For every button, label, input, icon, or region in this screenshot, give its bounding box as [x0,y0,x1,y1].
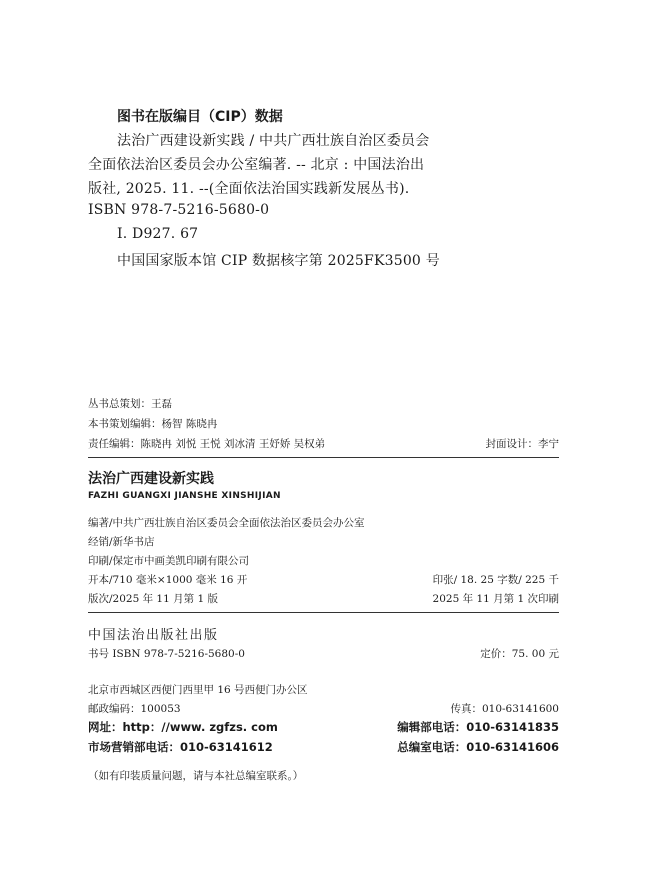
sheets-words: 印张/ 18. 25 字数/ 225 千 [432,574,559,586]
divider [88,457,559,458]
planning-editors: 本书策划编辑：杨智 陈晓冉 [88,418,218,430]
cip-heading: 图书在版编目（CIP）数据 [117,109,283,125]
distributor: 经销/新华书店 [88,536,155,548]
cip-line-6: 中国国家版本馆 CIP 数据核字第 2025FK3500 号 [117,253,440,269]
book-title: 法治广西建设新实践 [88,471,214,487]
website: 网址：http：//www. zgfzs. com [88,720,278,734]
printing: 2025 年 11 月第 1 次印刷 [432,593,559,605]
publisher-name: 中国法治出版社出版 [88,628,219,643]
price: 定价：75. 00 元 [480,648,559,660]
edition: 版次/2025 年 11 月第 1 版 [88,593,218,605]
responsible-editors: 责任编辑：陈晓冉 刘悦 王悦 刘冰清 王妤娇 吴权弟 [88,438,326,450]
cover-design: 封面设计：李宁 [485,438,559,450]
cip-line-2: 全面依法治区委员会办公室编著. -- 北京 : 中国法治出 [88,157,425,173]
cip-line-1: 法治广西建设新实践 / 中共广西壮族自治区委员会 [117,133,430,149]
book-pinyin-title: FAZHI GUANGXI JIANSHE XINSHIJIAN [88,491,281,501]
cip-line-4: ISBN 978-7-5216-5680-0 [88,202,270,218]
series-planner: 丛书总策划：王磊 [88,398,172,410]
cip-line-3: 版社, 2025. 11. --(全面依法治国实践新发展丛书). [88,181,410,197]
compiler: 编著/中共广西壮族自治区委员会全面依法治区委员会办公室 [88,517,365,529]
fax: 传真：010-63141600 [450,703,559,715]
chief-editorial-phone: 总编室电话：010-63141606 [397,740,559,754]
format: 开本/710 毫米×1000 毫米 16 开 [88,574,248,586]
marketing-phone: 市场营销部电话：010-63141612 [88,740,273,754]
quality-note: （如有印装质量问题，请与本社总编室联系。） [88,770,304,782]
postcode: 邮政编码：100053 [88,703,181,715]
divider [88,612,559,613]
address: 北京市西城区西便门西里甲 16 号西便门办公区 [88,684,308,696]
editorial-phone: 编辑部电话：010-63141835 [397,720,559,734]
cip-line-5: Ⅰ. D927. 67 [117,226,199,242]
isbn: 书号 ISBN 978-7-5216-5680-0 [88,648,245,660]
printer: 印刷/保定市中画美凯印刷有限公司 [88,555,250,567]
